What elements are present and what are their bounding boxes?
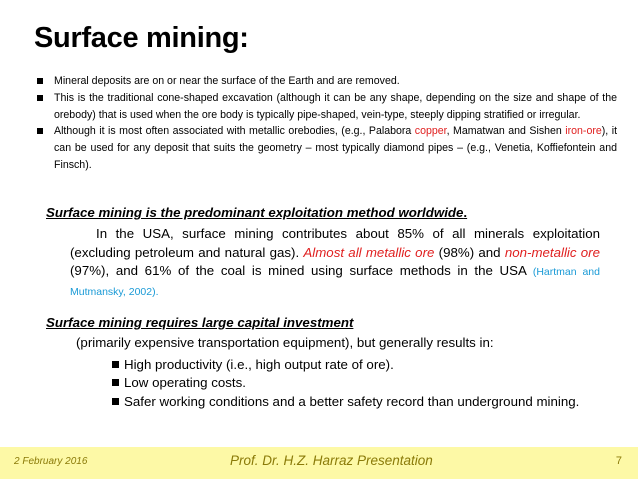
citation: (Hartman and Mutmansky, 2002). [70,266,600,298]
slide-footer [0,447,638,479]
bullet-text-part: , Mamatwan and Sishen [446,125,566,138]
benefit-text: High productivity (i.e., high output rate of ore). [124,357,394,372]
bullet-item [35,90,617,124]
bullet-text: This is the traditional cone-shaped excavation (although it can be any shape, depending on the size and shape of the orebody) that is used when the ore body is typically pipe-shaped, vein-type, steeply dipping stratified or irregular. [54,91,617,121]
highlight-copper: copper [414,125,447,138]
page-number: 7 [615,455,622,467]
para-text: (98%) and [434,244,505,260]
benefit-item [112,393,582,411]
benefit-text: Low operating costs. [124,375,246,391]
benefit-text: Safer working conditions and a better safety record than underground mining. [124,393,580,409]
bullet-text: Mineral deposits are on or near the surface of the Earth and are removed. [54,75,400,87]
bullet-item [35,123,617,173]
benefit-item [112,356,582,374]
highlight-metallic-ore: Almost all metallic ore [303,244,435,260]
highlight-iron-ore: iron-ore [565,125,602,138]
usa-paragraph [70,225,600,301]
heading-period: . [463,205,468,220]
square-bullet-icon [37,78,43,84]
section-heading-predominant [46,205,467,220]
section-heading-capital: Surface mining requires large capital investment [46,315,354,330]
slide-title: Surface mining: [34,22,249,54]
footer-date: 2 February 2016 [14,456,88,467]
square-bullet-icon [37,128,43,134]
square-bullet-icon [37,95,43,101]
heading-text: Surface mining is the predominant exploitation method worldwide [46,205,464,220]
square-bullet-icon [112,398,119,405]
bullet-item [35,73,617,90]
benefit-item [112,374,582,392]
footer-presenter: Prof. Dr. H.Z. Harraz Presentation [230,453,433,468]
highlight-non-metallic-ore: non-metallic ore [504,244,600,260]
benefit-list [112,356,582,411]
para-text: In the USA, surface mining contributes about 85% of all minerals exploitation (excluding petroleum and natural gas). [70,226,600,260]
capital-paragraph: (primarily expensive transportation equipment), but generally results in: [76,335,494,350]
bullet-list [35,73,617,174]
square-bullet-icon [112,379,119,386]
square-bullet-icon [112,361,119,368]
bullet-text-part: Although it is most often associated with metallic orebodies, (e.g., Palabora [54,125,415,138]
para-text: (97%), and 61% of the coal is mined using surface methods in the USA [70,263,533,279]
bullet-text-part: ), it can be used for any deposit that suits the geometry – most typically diamond pipes – (e.g., Venetia, Koffiefontein and Finsch). [54,125,618,171]
